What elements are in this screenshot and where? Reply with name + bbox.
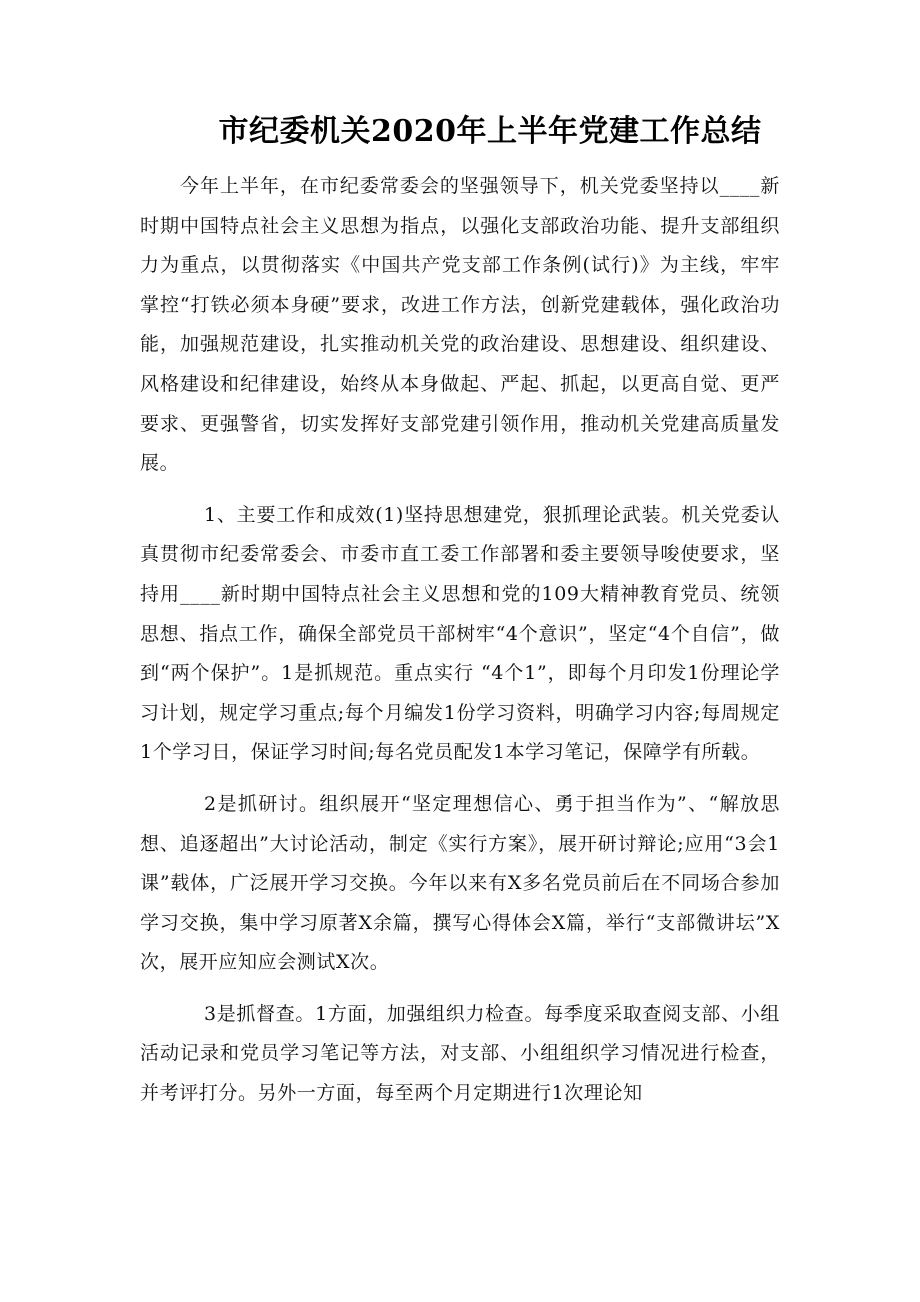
- paragraph-discussion: 2是抓研讨。组织展开“坚定理想信心、勇于担当作为”、“解放思想、追逐超出”大讨论活动，制定《实行方案》，展开研讨辩论;应用“3会1课”载体，广泛展开学习交换。今年以来有X多名党员前后在不同场合参加学习交换，集中学习原著X余篇，撰写心得体会X篇，举行“支部微讲坛”X次，展开应知应会测试X次。: [140, 792, 780, 974]
- document-body: [140, 167, 780, 1126]
- paragraph-supervision: 3是抓督查。1方面，加强组织力检查。每季度采取查阅支部、小组活动记录和党员学习笔记等方法，对支部、小组组织学习情况进行检查，并考评打分。另外一方面，每至两个月定期进行1次理论知: [140, 1002, 780, 1105]
- paragraph-intro: 今年上半年，在市纪委常委会的坚强领导下，机关党委坚持以____新时期中国特点社会主义思想为指点，以强化支部政治功能、提升支部组织力为重点，以贯彻落实《中国共产党支部工作条例(试行)》为主线，牢牢掌控“打铁必须本身硬”要求，改进工作方法，创新党建载体，强化政治功能，加强规范建设，扎实推动机关党的政治建设、思想建设、组织建设、风格建设和纪律建设，始终从本身做起、严起、抓起，以更高自觉、更严要求、更强警省，切实发挥好支部党建引领作用，推动机关党建高质量发展。: [140, 175, 780, 475]
- paragraph-main-work: 1、主要工作和成效(1)坚持思想建党，狠抓理论武装。机关党委认真贯彻市纪委常委会、市委市直工委工作部署和委主要领导唆使要求，坚持用____新时期中国特点社会主义思想和党的109大精神教育党员、统领思想、指点工作，确保全部党员干部树牢“4个意识”，坚定“4个自信”，做到“两个保护”。1是抓规范。重点实行 “4个1”，即每个月印发1份理论学习计划，规定学习重点;每个月编发1份学习资料，明确学习内容;每周规定1个学习日，保证学习时间;每名党员配发1本学习笔记，保障学有所载。: [140, 503, 780, 764]
- document-title: 市纪委机关2020年上半年党建工作总结: [218, 114, 762, 149]
